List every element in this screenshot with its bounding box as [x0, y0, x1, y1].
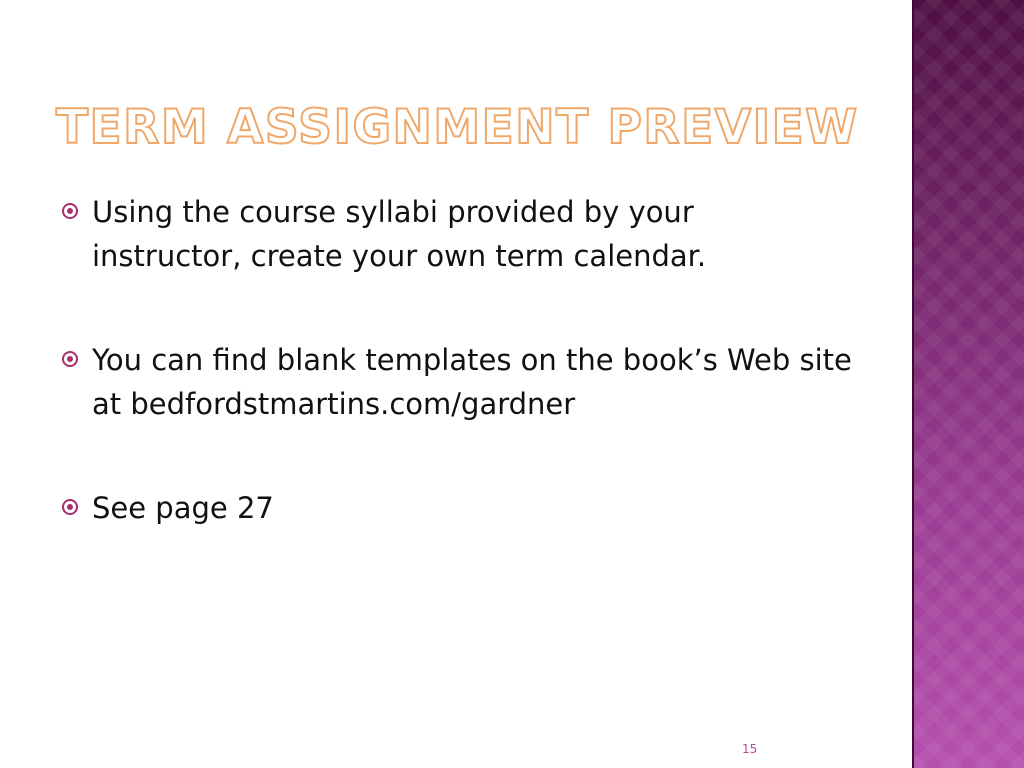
bullet-text: See page 27 — [92, 491, 274, 525]
bullet-item — [62, 338, 852, 426]
bullet-text: You can find blank templates on the book’s Web site at bedfordstmartins.com/gardner — [92, 343, 852, 421]
bullet-circle-icon — [62, 351, 78, 367]
bullet-text: Using the course syllabi provided by your instructor, create your own term calendar. — [92, 195, 707, 273]
bullet-item — [62, 190, 852, 278]
decorative-side-band — [912, 0, 1024, 768]
bullet-circle-icon — [62, 499, 78, 515]
slide-title: TERM ASSIGNMENT PREVIEW — [56, 100, 859, 155]
page-number: 15 — [742, 742, 758, 756]
side-band-edge — [912, 0, 914, 768]
bullet-item — [62, 486, 852, 530]
bullet-circle-icon — [62, 203, 78, 219]
bullet-list — [62, 190, 852, 590]
